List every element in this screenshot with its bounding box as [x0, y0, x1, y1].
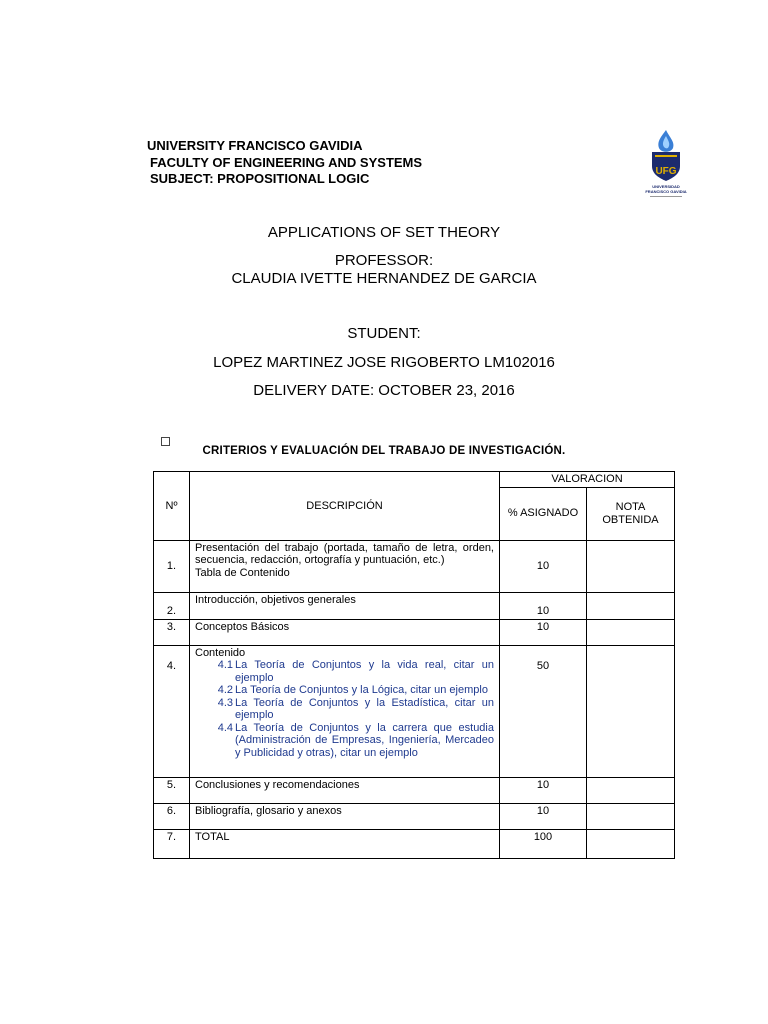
header-num: Nº: [154, 472, 190, 541]
header-nota: NOTA OBTENIDA: [587, 487, 675, 540]
row-nota: [587, 803, 675, 829]
row-nota: [587, 540, 675, 592]
header-valoracion: VALORACION: [500, 472, 675, 488]
row-nota: [587, 829, 675, 858]
student-name: LOPEZ MARTINEZ JOSE RIGOBERTO LM102016: [213, 354, 555, 371]
row-num: 3.: [154, 619, 190, 645]
row-pct: 10: [500, 619, 587, 645]
table-row: [154, 803, 675, 829]
document-title: APPLICATIONS OF SET THEORY: [267, 224, 501, 241]
row-num: 7.: [154, 829, 190, 858]
row-desc: Conclusiones y recomendaciones: [190, 777, 500, 803]
row-num: 2.: [154, 592, 190, 619]
row-num: 6.: [154, 803, 190, 829]
table-row: [154, 619, 675, 645]
table-row: [154, 592, 675, 619]
university-logo: [636, 128, 696, 200]
row-pct: 10: [500, 540, 587, 592]
student-label: STUDENT:: [347, 325, 421, 342]
header-desc: DESCRIPCIÓN: [190, 472, 500, 541]
table-row: [154, 540, 675, 592]
row-nota: [587, 619, 675, 645]
row-pct: 10: [500, 592, 587, 619]
university-name: UNIVERSITY FRANCISCO GAVIDIA: [147, 138, 363, 153]
row-nota: [587, 645, 675, 777]
row-nota: [587, 777, 675, 803]
row-num: 4.: [154, 645, 190, 777]
row-desc: Presentación del trabajo (portada, tamaño de letra, orden, secuencia, redacción, ortografía y puntuación, etc.) Tabla de Contenido: [190, 540, 500, 592]
svg-text:FRANCISCO GAVIDIA: FRANCISCO GAVIDIA: [645, 189, 687, 194]
row-pct: 10: [500, 803, 587, 829]
subject-name: SUBJECT: PROPOSITIONAL LOGIC: [150, 171, 370, 186]
table-row: [154, 777, 675, 803]
row-pct: 100: [500, 829, 587, 858]
row-desc: Contenido 4.1 La Teoría de Conjuntos y la vida real, citar un ejemplo 4.2 La Teoría de Conjuntos y la Lógica, citar un ejemplo 4.3 La Teoría de Conjuntos y la Estadística, citar un ejemplo 4.4 La Teoría de Conjuntos y la carrera que estudia (Administración de Empresas, Ingeniería, Mercadeo y Publicidad y otras), citar un ejemplo: [190, 645, 500, 777]
row-pct: 50: [500, 645, 587, 777]
subitem-list: 4.1 La Teoría de Conjuntos y la vida real, citar un ejemplo 4.2 La Teoría de Conjuntos y la Lógica, citar un ejemplo 4.3 La Teoría de Conjuntos y la Estadística, citar un ejemplo 4.4 La Teoría de Conjuntos y la carrera que estudia (Administración de Empresas, Ingeniería, Mercadeo y Publicidad y otras), citar un ejemplo: [217, 659, 494, 759]
row-pct: 10: [500, 777, 587, 803]
header-pct: % ASIGNADO: [500, 487, 587, 540]
row-desc: Introducción, objetivos generales: [190, 592, 500, 619]
logo-text: UFG: [655, 166, 677, 177]
professor-name: CLAUDIA IVETTE HERNANDEZ DE GARCIA: [231, 270, 537, 287]
table-title: CRITERIOS Y EVALUACIÓN DEL TRABAJO DE INVESTIGACIÓN.: [202, 445, 566, 457]
row-nota: [587, 592, 675, 619]
faculty-name: FACULTY OF ENGINEERING AND SYSTEMS: [150, 155, 423, 170]
professor-label: PROFESSOR:: [334, 252, 434, 269]
table-row: [154, 829, 675, 858]
row-desc: Bibliografía, glosario y anexos: [190, 803, 500, 829]
row-num: 5.: [154, 777, 190, 803]
criteria-table: [153, 471, 675, 859]
row-num: 1.: [154, 540, 190, 592]
row-desc: TOTAL: [190, 829, 500, 858]
table-row: [154, 645, 675, 777]
svg-text:UNIVERSIDAD: UNIVERSIDAD: [652, 184, 680, 189]
delivery-date: DELIVERY DATE: OCTOBER 23, 2016: [253, 382, 515, 399]
row-desc: Conceptos Básicos: [190, 619, 500, 645]
